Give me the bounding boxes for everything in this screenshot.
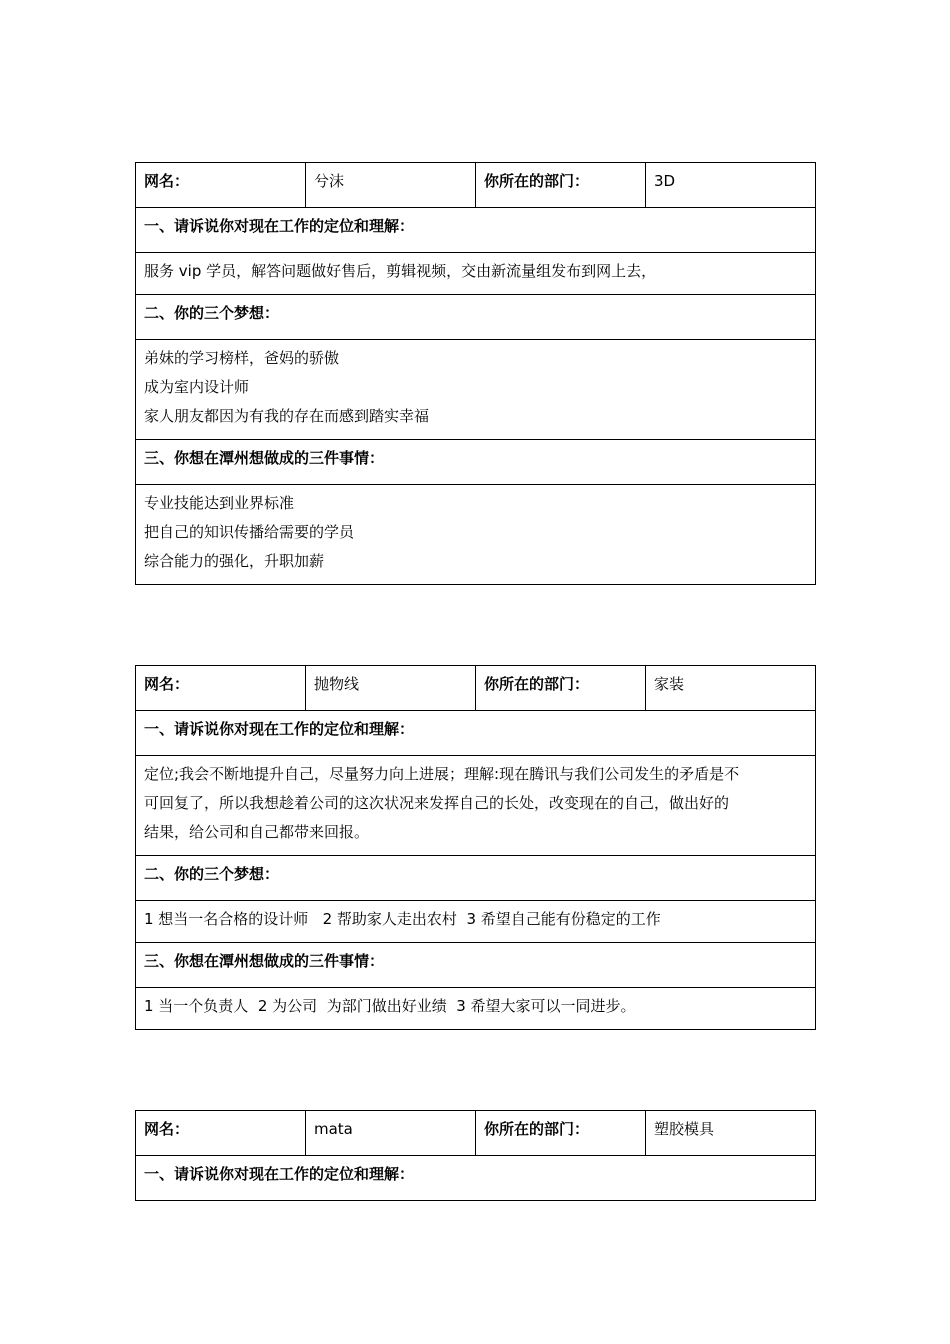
answer-line: 可回复了，所以我想趁着公司的这次状况来发挥自己的长处，改变现在的自己，做出好的 (144, 794, 730, 812)
survey-form-1 (135, 162, 816, 585)
question-1: 一、请诉说你对现在工作的定位和理解： (136, 1156, 816, 1201)
survey-form-2 (135, 665, 816, 1030)
department-value: 家装 (646, 666, 816, 711)
answer-line: 1 想当一名合格的设计师 2 帮助家人走出农村 3 希望自己能有份稳定的工作 (144, 910, 661, 928)
answer-3 (136, 485, 816, 585)
answer-line: 1 当一个负责人 2 为公司 为部门做出好业绩 3 希望大家可以一同进步。 (144, 997, 636, 1015)
department-label: 你所在的部门： (476, 666, 646, 711)
answer-2 (136, 340, 816, 440)
question-2: 二、你的三个梦想： (136, 295, 816, 340)
answer-line: 弟妹的学习榜样，爸妈的骄傲 (144, 349, 340, 367)
answer-line: 结果，给公司和自己都带来回报。 (144, 823, 370, 841)
name-label: 网名： (136, 666, 306, 711)
survey-form-3 (135, 1110, 816, 1201)
answer-1 (136, 756, 816, 856)
question-1: 一、请诉说你对现在工作的定位和理解： (136, 208, 816, 253)
name-value: mata (306, 1111, 476, 1156)
department-label: 你所在的部门： (476, 1111, 646, 1156)
question-1: 一、请诉说你对现在工作的定位和理解： (136, 711, 816, 756)
name-value: 兮沫 (306, 163, 476, 208)
answer-line: 把自己的知识传播给需要的学员 (144, 523, 355, 541)
department-value: 塑胶模具 (646, 1111, 816, 1156)
answer-line: 家人朋友都因为有我的存在而感到踏实幸福 (144, 407, 430, 425)
question-3: 三、你想在潭州想做成的三件事情： (136, 440, 816, 485)
question-3: 三、你想在潭州想做成的三件事情： (136, 943, 816, 988)
name-label: 网名： (136, 1111, 306, 1156)
answer-line: 专业技能达到业界标准 (144, 494, 295, 512)
name-value: 抛物线 (306, 666, 476, 711)
answer-line: 综合能力的强化，升职加薪 (144, 552, 325, 570)
question-2: 二、你的三个梦想： (136, 856, 816, 901)
answer-line: 服务 vip 学员，解答问题做好售后，剪辑视频，交由新流量组发布到网上去， (144, 262, 657, 280)
answer-1 (136, 253, 816, 295)
answer-3 (136, 988, 816, 1030)
name-label: 网名： (136, 163, 306, 208)
answer-2 (136, 901, 816, 943)
answer-line: 成为室内设计师 (144, 378, 250, 396)
answer-line: 定位;我会不断地提升自己，尽量努力向上进展；理解:现在腾讯与我们公司发生的矛盾是不 (144, 765, 740, 783)
department-value: 3D (646, 163, 816, 208)
department-label: 你所在的部门： (476, 163, 646, 208)
